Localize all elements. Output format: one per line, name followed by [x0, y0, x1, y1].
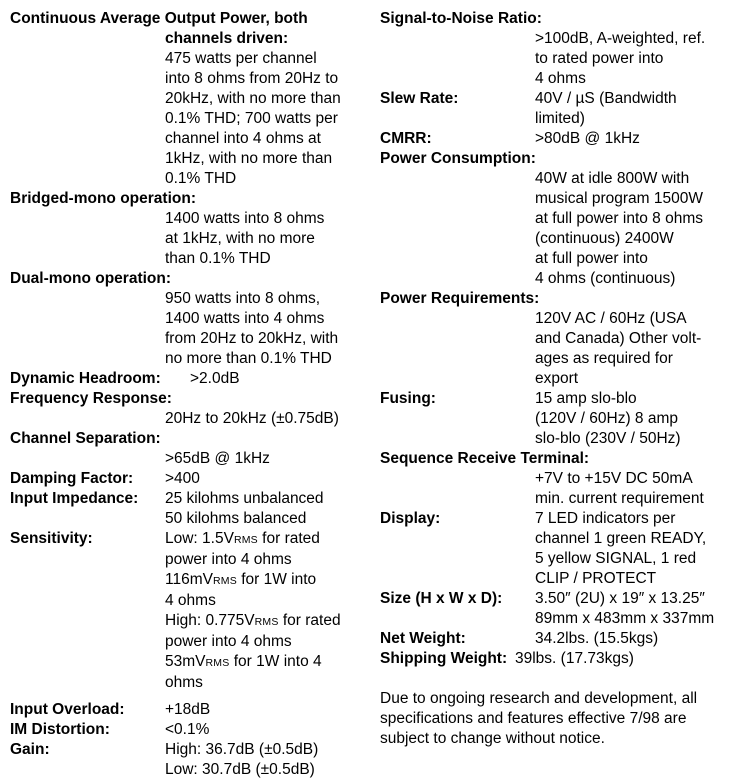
spec-value — [535, 89, 677, 129]
spec-label: Dynamic Headroom: — [10, 370, 161, 387]
value-line: 1kHz, with no more than — [165, 150, 333, 167]
spec-value: >400 — [165, 470, 200, 487]
spec-value: <0.1% — [165, 721, 210, 738]
spec-value: >80dB @ 1kHz — [535, 130, 640, 147]
value-line: 0.1% THD; 700 watts per — [165, 110, 338, 127]
spec-label: Gain: — [10, 741, 50, 758]
value-line: 0.1% THD — [165, 170, 237, 187]
value-line: 1400 watts into 8 ohms — [165, 210, 325, 227]
value-line: at 1kHz, with no more — [165, 230, 315, 247]
value-line: (continuous) 2400W — [535, 230, 674, 247]
spec-sensitivity — [10, 529, 362, 689]
spec-value — [165, 529, 341, 693]
value-line: High: 0.775VRMS for rated — [165, 612, 341, 629]
spec-size — [380, 589, 725, 629]
spec-value — [535, 589, 714, 629]
notice-line: Due to ongoing research and development, all — [380, 690, 698, 707]
spec-dual-mono — [10, 269, 362, 369]
value-line: >100dB, A-weighted, ref. — [535, 30, 706, 47]
spec-label-continued: channels driven: — [165, 30, 289, 47]
spec-label: Display: — [380, 510, 441, 527]
notice-line: subject to change without notice. — [380, 730, 605, 747]
value-line: 15 amp slo-blo — [535, 390, 637, 407]
spec-sequence-receive-terminal — [380, 449, 725, 509]
spec-fusing — [380, 389, 725, 449]
value-line: slo-blo (230V / 50Hz) — [535, 430, 681, 447]
spec-value: +18dB — [165, 701, 211, 718]
value-line: 4 ohms (continuous) — [535, 270, 676, 287]
spec-value — [380, 29, 725, 89]
value-line: +7V to +15V DC 50mA — [535, 470, 693, 487]
spec-label: Damping Factor: — [10, 470, 134, 487]
spec-label: Input Impedance: — [10, 490, 139, 507]
spec-value — [380, 469, 725, 509]
spec-label: Net Weight: — [380, 630, 466, 647]
spec-label: Channel Separation: — [10, 430, 161, 447]
spec-damping-factor — [10, 469, 362, 489]
spec-label: Continuous Average Output Power, both — [10, 10, 308, 27]
spec-power-requirements — [380, 289, 725, 389]
value-line: 5 yellow SIGNAL, 1 red — [535, 550, 697, 567]
value-line: 53mVRMS for 1W into 4 — [165, 653, 322, 670]
value-line: than 0.1% THD — [165, 250, 271, 267]
value-line: limited) — [535, 110, 585, 127]
value-line: 20Hz to 20kHz (±0.75dB) — [165, 410, 339, 427]
spec-label: Slew Rate: — [380, 90, 459, 107]
spec-power-consumption — [380, 149, 725, 289]
value-line: min. current requirement — [535, 490, 704, 507]
spec-value — [165, 740, 318, 780]
spec-label: Dual-mono operation: — [10, 270, 172, 287]
value-line: 4 ohms — [165, 592, 216, 609]
value-line: Low: 30.7dB (±0.5dB) — [165, 761, 315, 778]
value-line: CLIP / PROTECT — [535, 570, 657, 587]
value-line: and Canada) Other volt- — [535, 330, 702, 347]
notice-line: specifications and features effective 7/98 are — [380, 710, 687, 727]
value-line: at full power into 8 ohms — [535, 210, 704, 227]
spec-label: Signal-to-Noise Ratio: — [380, 10, 542, 27]
spec-label: Power Consumption: — [380, 150, 536, 167]
spec-value — [10, 449, 362, 469]
spec-shipping-weight — [380, 649, 725, 669]
value-line: 7 LED indicators per — [535, 510, 676, 527]
value-line: channel into 4 ohms at — [165, 130, 321, 147]
value-line: 475 watts per channel — [165, 50, 317, 67]
spec-value — [10, 49, 362, 189]
value-line: >65dB @ 1kHz — [165, 450, 270, 467]
value-line: 4 ohms — [535, 70, 586, 87]
spec-slew-rate — [380, 89, 725, 129]
spec-label: Shipping Weight: — [380, 650, 508, 667]
spec-output-power — [10, 9, 362, 189]
spec-value — [10, 209, 362, 269]
left-spec-column — [10, 9, 362, 780]
spec-channel-separation — [10, 429, 362, 469]
spec-frequency-response — [10, 389, 362, 429]
spec-value — [165, 489, 324, 529]
spec-value: 39lbs. (17.73kgs) — [515, 650, 634, 667]
value-line: 89mm x 483mm x 337mm — [535, 610, 715, 627]
notice-paragraph — [380, 689, 725, 749]
spec-value — [535, 509, 706, 589]
spec-value: 34.2lbs. (15.5kgs) — [535, 630, 659, 647]
value-line: High: 36.7dB (±0.5dB) — [165, 741, 319, 758]
spec-label: Sensitivity: — [10, 530, 93, 547]
spec-label: Input Overload: — [10, 701, 125, 718]
spec-display — [380, 509, 725, 589]
spec-label: Power Requirements: — [380, 290, 540, 307]
spec-gain — [10, 740, 362, 780]
value-line: 1400 watts into 4 ohms — [165, 310, 325, 327]
spec-value: >2.0dB — [190, 370, 240, 387]
value-line: 40V / µS (Bandwidth — [535, 90, 677, 107]
value-line: power into 4 ohms — [165, 551, 292, 568]
spec-label: Fusing: — [380, 390, 436, 407]
spec-bridged-mono — [10, 189, 362, 269]
spec-value — [535, 389, 681, 449]
value-line: 120V AC / 60Hz (USA — [535, 310, 687, 327]
value-line: 950 watts into 8 ohms, — [165, 290, 321, 307]
value-line: from 20Hz to 20kHz, with — [165, 330, 339, 347]
spec-input-overload — [10, 700, 362, 720]
spec-label: Size (H x W x D): — [380, 590, 503, 607]
spec-label: CMRR: — [380, 130, 432, 147]
spec-value — [10, 289, 362, 369]
spec-input-impedance — [10, 489, 362, 529]
value-line: power into 4 ohms — [165, 633, 292, 650]
spec-net-weight — [380, 629, 725, 649]
spec-cmrr — [380, 129, 725, 149]
value-line: 20kHz, with no more than — [165, 90, 341, 107]
spec-dynamic-headroom — [10, 369, 362, 389]
spec-im-distortion — [10, 720, 362, 740]
value-line: Low: 1.5VRMS for rated — [165, 530, 320, 547]
right-spec-column — [380, 9, 725, 749]
spec-value — [10, 409, 362, 429]
value-line: ohms — [165, 674, 203, 691]
value-line: channel 1 green READY, — [535, 530, 707, 547]
value-line: 3.50″ (2U) x 19″ x 13.25″ — [535, 590, 705, 607]
spec-label: Sequence Receive Terminal: — [380, 450, 590, 467]
spec-value — [380, 169, 725, 289]
spec-signal-to-noise — [380, 9, 725, 89]
value-line: (120V / 60Hz) 8 amp — [535, 410, 679, 427]
spec-label: IM Distortion: — [10, 721, 110, 738]
value-line: 50 kilohms balanced — [165, 510, 307, 527]
value-line: musical program 1500W — [535, 190, 703, 207]
spec-label: Frequency Response: — [10, 390, 172, 407]
value-line: 116mVRMS for 1W into — [165, 571, 317, 588]
value-line: export — [535, 370, 579, 387]
spec-value — [380, 309, 725, 389]
value-line: to rated power into — [535, 50, 664, 67]
value-line: 25 kilohms unbalanced — [165, 490, 324, 507]
value-line: 40W at idle 800W with — [535, 170, 690, 187]
value-line: at full power into — [535, 250, 648, 267]
value-line: ages as required for — [535, 350, 673, 367]
spec-label: Bridged-mono operation: — [10, 190, 196, 207]
value-line: into 8 ohms from 20Hz to — [165, 70, 339, 87]
value-line: no more than 0.1% THD — [165, 350, 332, 367]
